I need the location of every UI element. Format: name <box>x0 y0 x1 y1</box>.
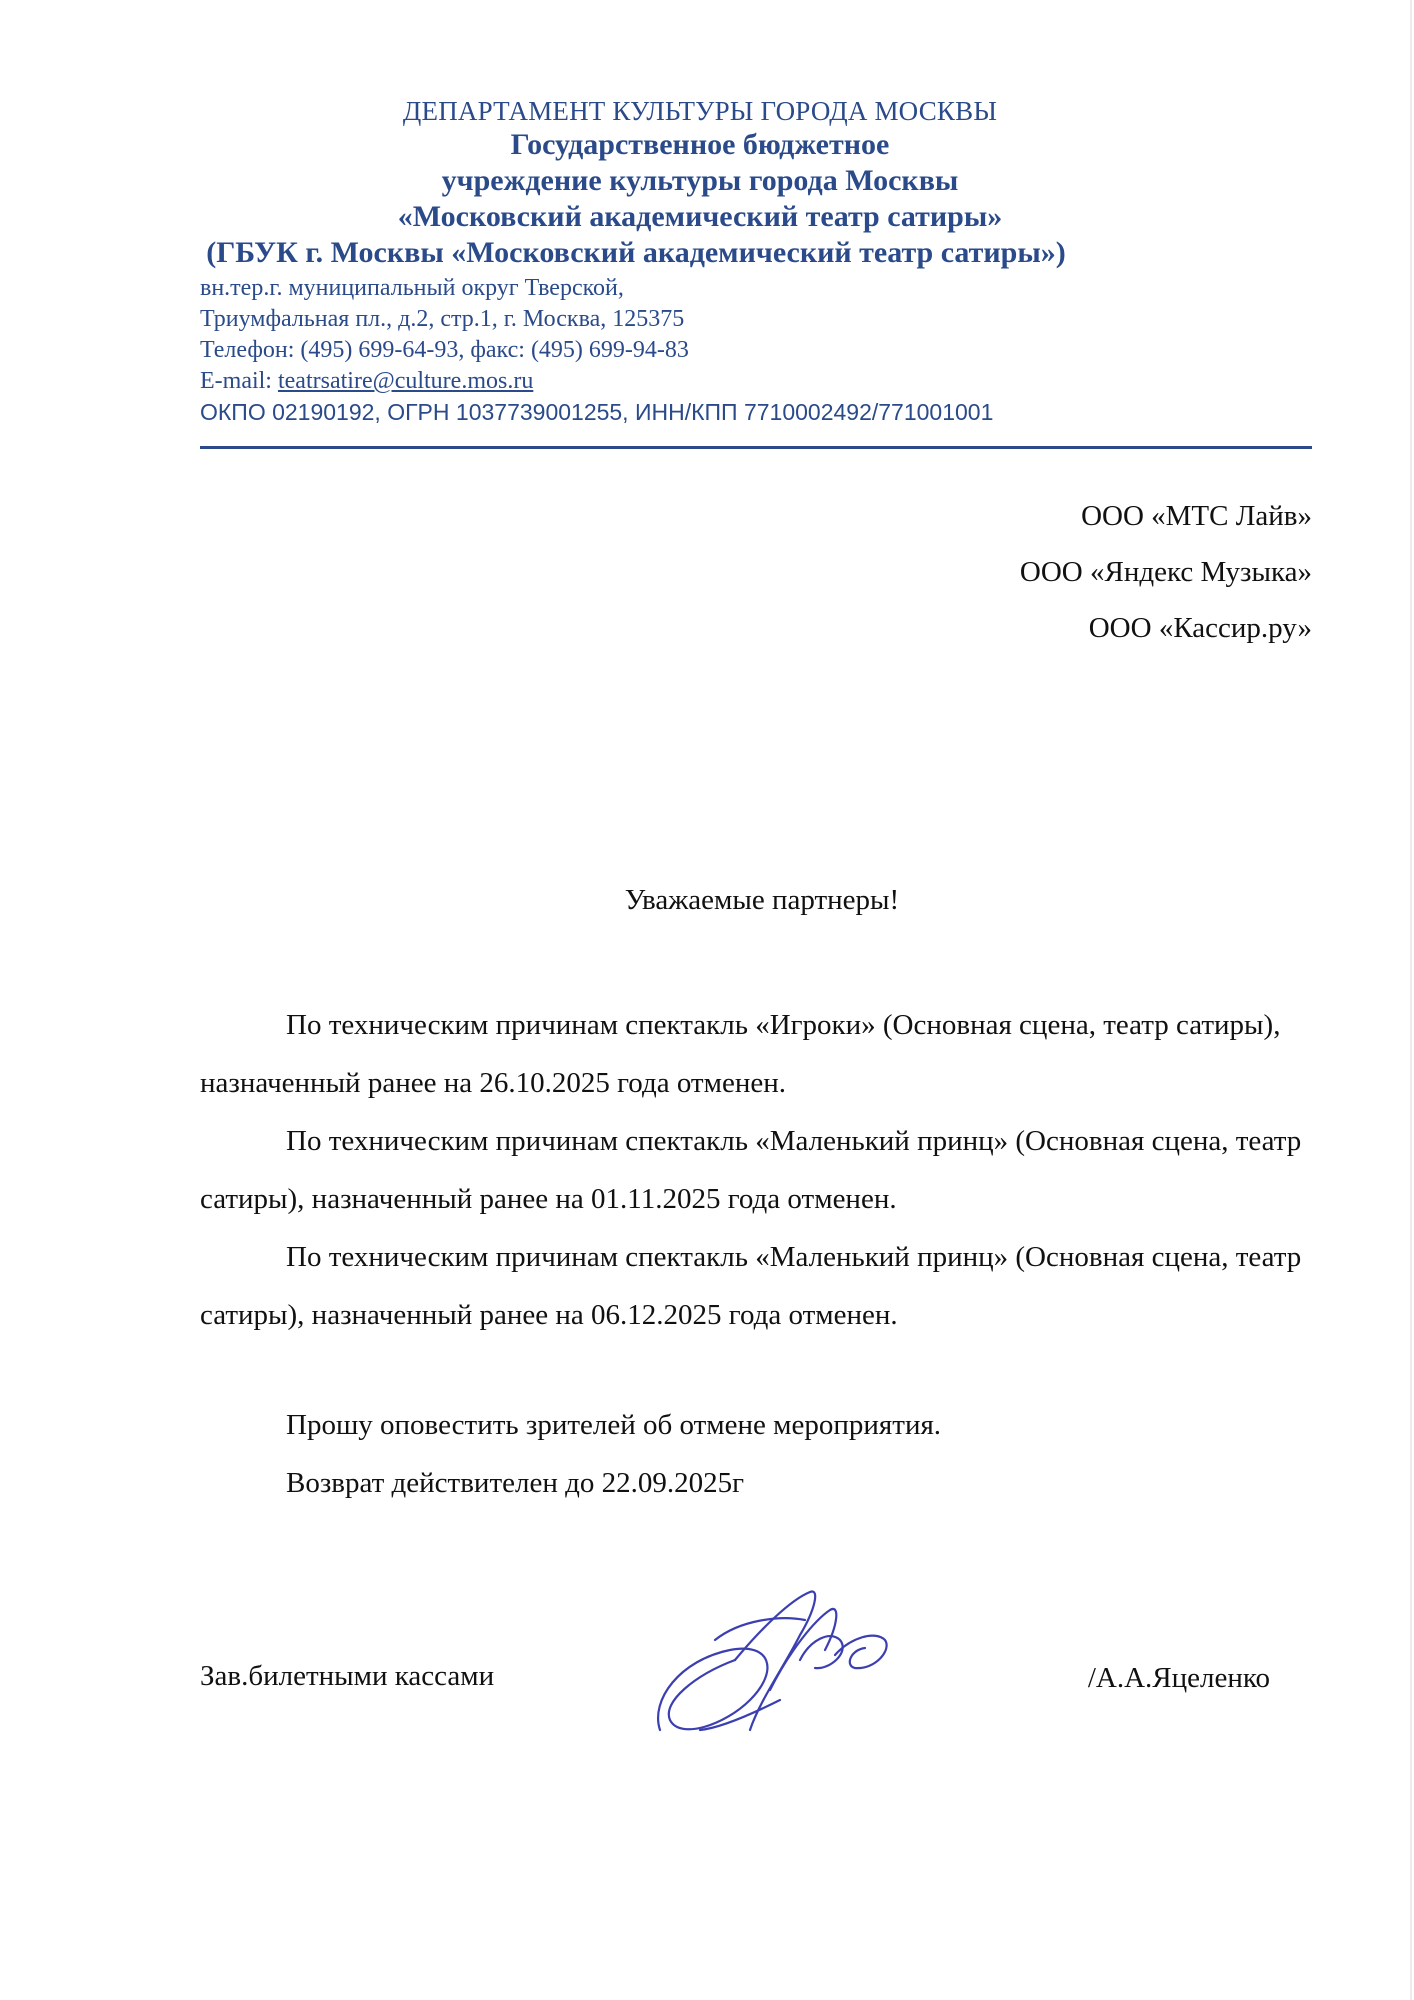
registration-codes: ОКПО 02190192, ОГРН 1037739001255, ИНН/КПП 7710002492/771001001 <box>200 399 994 425</box>
contact-block <box>200 273 1312 428</box>
recipients-block <box>1020 488 1312 656</box>
email-label: E-mail: <box>200 368 278 394</box>
salutation: Уважаемые партнеры! <box>624 884 900 916</box>
address-line-1: вн.тер.г. муниципальный округ Тверской, <box>200 275 624 301</box>
letterhead <box>200 96 1312 428</box>
handwritten-signature <box>640 1580 900 1760</box>
recipient: ООО «МТС Лайв» <box>1081 500 1312 532</box>
department-name: ДЕПАРТАМЕНТ КУЛЬТУРЫ ГОРОДА МОСКВЫ <box>402 96 998 126</box>
cancellation-paragraph: По техническим причинам спектакль «Игроки» (Основная сцена, театр сатиры), назначенный ранее на 26.10.2025 года отменен. <box>200 1009 1281 1099</box>
refund-paragraph: Возврат действителен до 22.09.2025г <box>286 1467 744 1499</box>
request-paragraph: Прошу оповестить зрителей об отмене мероприятия. <box>286 1409 942 1441</box>
letterhead-divider <box>200 446 1312 449</box>
organization-line-2: учреждение культуры города Москвы <box>441 164 959 197</box>
organization-abbreviation: (ГБУК г. Москвы «Московский академический театр сатиры») <box>206 236 1066 269</box>
organization-line-1: Государственное бюджетное <box>510 128 890 161</box>
scan-edge <box>1410 0 1412 2000</box>
address-line-2: Триумфальная пл., д.2, стр.1, г. Москва, 125375 <box>200 306 685 332</box>
signatory-name: /А.А.Яцеленко <box>1087 1662 1270 1694</box>
email-line <box>200 366 1312 397</box>
signature-strokes <box>658 1592 887 1730</box>
signatory-title: Зав.билетными кассами <box>200 1660 495 1692</box>
cancellation-paragraph: По техническим причинам спектакль «Маленький принц» (Основная сцена, театр сатиры), назначенный ранее на 06.12.2025 года отменен. <box>200 1241 1302 1331</box>
recipient: ООО «Яндекс Музыка» <box>1019 556 1312 588</box>
email-link[interactable]: teatrsatire@culture.mos.ru <box>277 368 534 394</box>
letter-body <box>200 996 1312 1512</box>
organization-line-3: «Московский академический театр сатиры» <box>397 200 1003 233</box>
cancellation-paragraph: По техническим причинам спектакль «Маленький принц» (Основная сцена, театр сатиры), назначенный ранее на 01.11.2025 года отменен. <box>200 1125 1302 1215</box>
recipient: ООО «Кассир.ру» <box>1088 612 1312 644</box>
phone-line: Телефон: (495) 699-64-93, факс: (495) 699-94-83 <box>200 337 689 363</box>
